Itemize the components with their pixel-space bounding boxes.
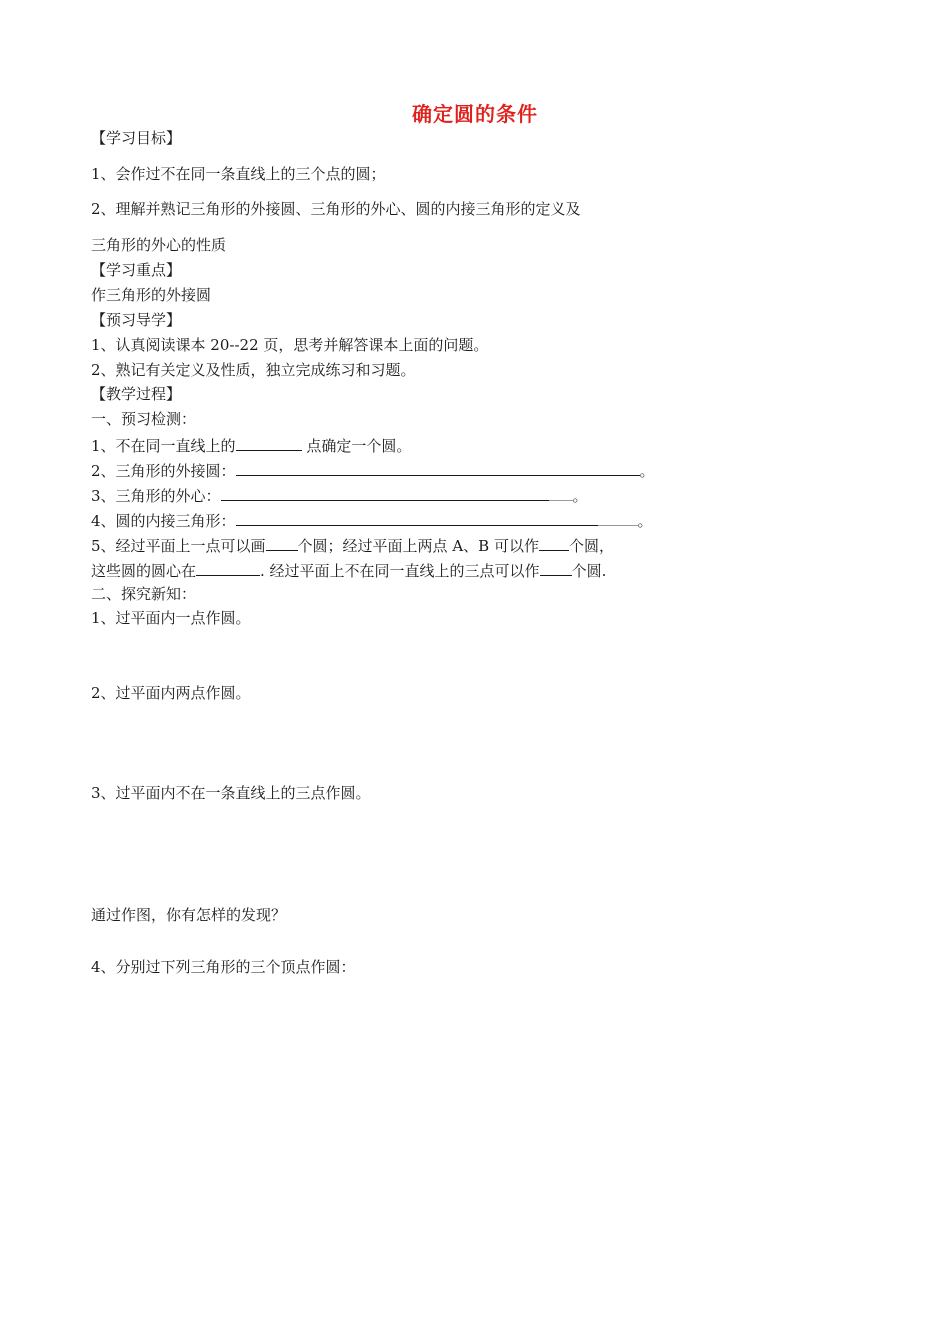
answer-blank[interactable]	[236, 459, 640, 476]
question-2-text: 2、三角形的外接圆：	[91, 462, 236, 480]
preview-item-1: 1、认真阅读课本 20--22 页，思考并解答课本上面的问题。	[91, 336, 489, 354]
answer-blank-extension[interactable]	[549, 484, 573, 501]
question-5-text: 个圆，	[568, 537, 614, 555]
explore-item-3: 3、过平面内不在一条直线上的三点作圆。	[91, 784, 371, 802]
question-3-text: 3、三角形的外心：	[91, 487, 221, 505]
answer-blank[interactable]	[236, 434, 302, 451]
part-one-heading: 一、预习检测：	[91, 410, 197, 428]
part-two-heading: 二、探究新知：	[91, 585, 197, 603]
answer-blank-extension[interactable]	[598, 509, 638, 526]
question-2	[91, 459, 655, 481]
goal-2-line-1: 2、理解并熟记三角形的外接圆、三角形的外心、圆的内接三角形的定义及	[91, 200, 581, 218]
goals-header: 【学习目标】	[91, 129, 182, 147]
answer-blank[interactable]	[221, 484, 549, 501]
question-3-suffix: 。	[572, 487, 588, 505]
preview-item-2: 2、熟记有关定义及性质，独立完成练习和习题。	[91, 361, 416, 379]
question-4	[91, 509, 653, 531]
question-5-text: 个圆；经过平面上两点 A、B 可以作	[297, 537, 539, 555]
question-5-line-1	[91, 534, 614, 556]
goal-1: 1、会作过不在同一条直线上的三个点的圆；	[91, 165, 386, 183]
question-1	[91, 434, 411, 456]
goal-2-line-2: 三角形的外心的性质	[91, 236, 227, 254]
focus-header: 【学习重点】	[91, 261, 182, 279]
answer-blank[interactable]	[196, 559, 260, 576]
question-4-suffix: 。	[637, 512, 653, 530]
explore-item-2: 2、过平面内两点作圆。	[91, 684, 251, 702]
focus-text: 作三角形的外接圆	[91, 286, 212, 304]
preview-header	[91, 310, 181, 330]
discovery-question: 通过作图，你有怎样的发现？	[91, 906, 287, 924]
process-header: 【教学过程】	[91, 385, 182, 403]
question-1-suffix: 点确定一个圆。	[301, 437, 412, 455]
question-2-suffix: 。	[639, 462, 655, 480]
question-4-text: 4、圆的内接三角形：	[91, 512, 236, 530]
answer-blank[interactable]	[540, 559, 572, 576]
explore-item-4: 4、分别过下列三角形的三个顶点作圆：	[91, 958, 356, 976]
question-5-text: . 经过平面上不在同一直线上的三点可以作	[260, 562, 540, 580]
question-5-text: 个圆.	[571, 562, 607, 580]
question-3	[91, 484, 588, 506]
page-title: 确定圆的条件	[412, 102, 538, 126]
answer-blank[interactable]	[266, 534, 298, 551]
question-1-text: 1、不在同一直线上的	[91, 437, 236, 455]
answer-blank[interactable]	[236, 509, 598, 526]
explore-item-1: 1、过平面内一点作圆。	[91, 609, 251, 627]
preview-header-part-b: 学】	[151, 311, 182, 329]
question-5-line-2	[91, 559, 606, 581]
preview-header-part-a: 【预习导	[91, 311, 152, 329]
answer-blank[interactable]	[539, 534, 569, 551]
question-5-text: 这些圆的圆心在	[91, 562, 197, 580]
question-5-text: 5、经过平面上一点可以画	[91, 537, 266, 555]
